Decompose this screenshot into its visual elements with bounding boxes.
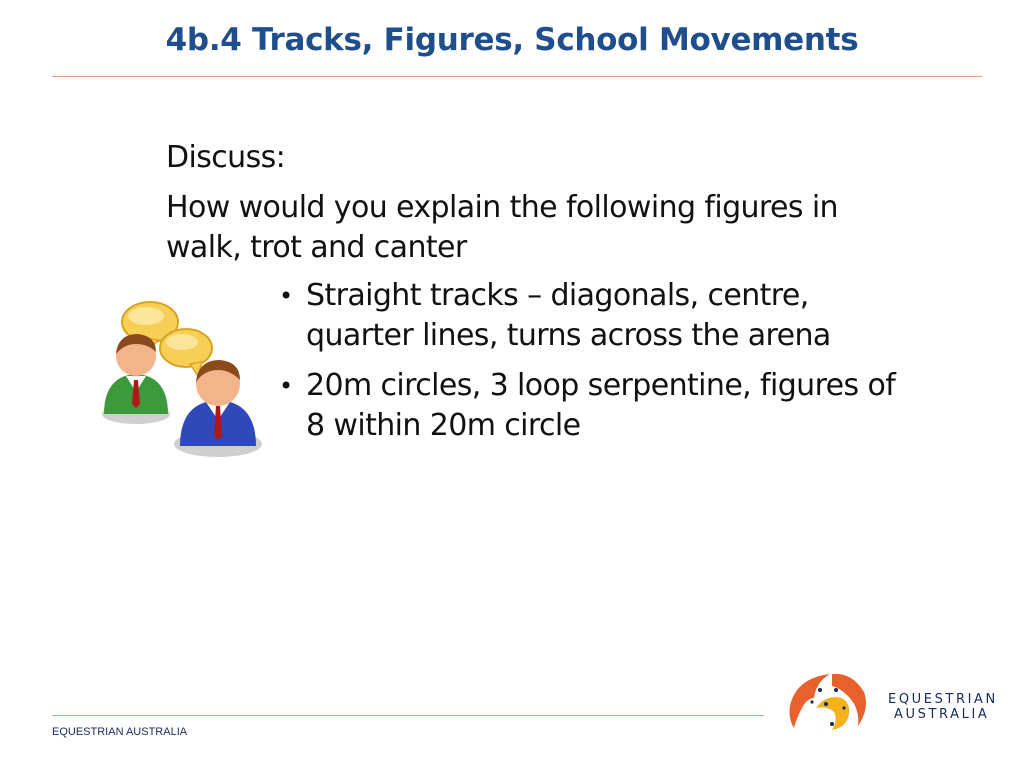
footer-text: EQUESTRIAN AUSTRALIA (52, 726, 188, 738)
bullet-dot-icon: • (279, 282, 293, 310)
logo-wordmark (888, 692, 998, 722)
slide-title: 4b.4 Tracks, Figures, School Movements (165, 22, 859, 58)
discussion-question: How would you explain the following figures in walk, trot and canter (166, 190, 838, 265)
figures-bullet-list (166, 276, 906, 446)
slide-body (166, 138, 906, 456)
bullet-item (279, 276, 906, 356)
bullet-item (279, 366, 906, 446)
title-divider (52, 76, 982, 77)
logo-line-1: EQUESTRIAN (888, 692, 998, 707)
discuss-label: Discuss: (166, 140, 286, 175)
bullet-dot-icon: • (279, 372, 293, 400)
footer-divider (52, 715, 764, 716)
logo-line-2: AUSTRALIA (894, 707, 990, 722)
bullet-text: Straight tracks – diagonals, centre, quarter lines, turns across the arena (306, 278, 831, 353)
bullet-text: 20m circles, 3 loop serpentine, figures of 8 within 20m circle (306, 368, 896, 443)
